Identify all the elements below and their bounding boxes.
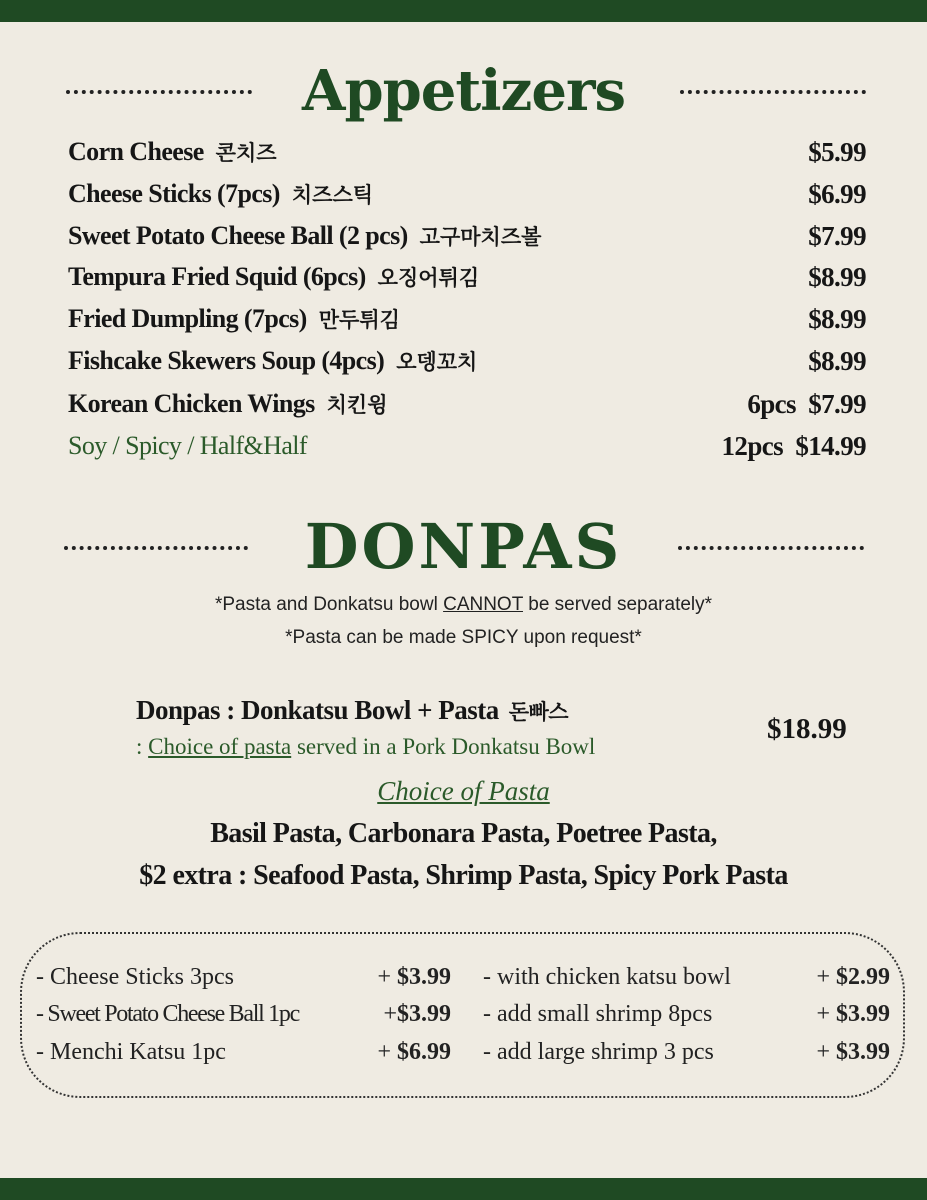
item-korean: 콘치즈	[215, 141, 277, 165]
item-korean: 오뎅꼬치	[396, 350, 478, 374]
item-price: 12pcs $14.99	[721, 430, 866, 461]
addon-item	[483, 997, 890, 1031]
item-price: $7.99	[808, 220, 866, 251]
pasta-extra-options-line: $2 extra : Seafood Pasta, Shrimp Pasta, Spicy Pork Pasta	[139, 860, 788, 891]
item-name: Sweet Potato Cheese Ball (2 pcs)	[68, 221, 408, 250]
donpas-title: DONPAS	[304, 510, 623, 583]
addon-price: $3.99	[397, 1000, 451, 1027]
choice-of-pasta-heading: Choice of Pasta	[377, 776, 550, 806]
menu-item-tempura-fried-squid	[68, 257, 866, 297]
item-price: $6.99	[808, 178, 866, 209]
menu-item-cheese-sticks	[68, 174, 866, 214]
addon-price: $2.99	[836, 963, 890, 990]
note-text: *Pasta and Donkatsu bowl	[214, 594, 444, 615]
item-price: 6pcs $7.99	[747, 388, 866, 419]
note-emphasis: CANNOT	[443, 594, 523, 615]
addon-price: $3.99	[836, 1000, 890, 1027]
item-name: Cheese Sticks (7pcs)	[68, 179, 280, 208]
item-korean: 돈빠스	[508, 700, 569, 724]
addon-label: - add small shrimp 8pcs	[483, 1000, 713, 1027]
item-korean: 오징어튀김	[377, 266, 480, 290]
item-korean: 치킨윙	[326, 393, 388, 417]
addon-price: $6.99	[397, 1038, 451, 1065]
desc-prefix: :	[136, 734, 149, 759]
menu-item-fried-dumpling	[68, 299, 866, 339]
spicy-note: *Pasta can be made SPICY upon request*	[285, 627, 642, 648]
addon-plus: +	[816, 963, 830, 990]
addon-label: - Sweet Potato Cheese Ball 1pc	[36, 1000, 299, 1027]
addon-label: - with chicken katsu bowl	[483, 963, 731, 990]
addon-item	[36, 1035, 451, 1069]
top-border-band	[0, 0, 927, 22]
note-text: be served separately*	[522, 594, 713, 615]
item-name: Tempura Fried Squid (6pcs)	[68, 262, 366, 291]
donpas-item-name	[136, 695, 568, 726]
item-name: Fried Dumpling (7pcs)	[68, 304, 307, 333]
item-price: $8.99	[808, 261, 866, 292]
heading-dots-right	[678, 546, 864, 550]
item-korean: 만두튀김	[318, 308, 400, 332]
item-price: $8.99	[808, 303, 866, 334]
addon-label: - add large shrimp 3 pcs	[483, 1038, 714, 1065]
item-name: Corn Cheese	[68, 137, 204, 166]
item-name: Korean Chicken Wings	[68, 389, 315, 418]
desc-text: served in a Pork Donkatsu Bowl	[291, 734, 596, 759]
addon-plus: +	[383, 1000, 397, 1027]
addon-price: $3.99	[836, 1038, 890, 1065]
addon-price: $3.99	[397, 963, 451, 990]
item-korean: 치즈스틱	[291, 183, 374, 207]
item-name: Soy / Spicy / Half&Half	[68, 431, 307, 460]
item-name: Donpas : Donkatsu Bowl + Pasta	[136, 695, 499, 725]
menu-item-fishcake-skewers-soup	[68, 341, 866, 381]
menu-item-wing-flavors	[68, 426, 866, 466]
item-korean: 고구마치즈볼	[419, 225, 542, 249]
addon-item	[483, 960, 890, 994]
serving-note	[0, 594, 927, 616]
appetizers-title: Appetizers	[302, 58, 625, 124]
addon-label: - Cheese Sticks 3pcs	[36, 963, 234, 990]
addon-plus: +	[377, 1038, 391, 1065]
desc-emphasis: Choice of pasta	[148, 734, 292, 759]
addon-item	[36, 997, 451, 1031]
addon-label: - Menchi Katsu 1pc	[36, 1038, 226, 1065]
menu-item-korean-chicken-wings	[68, 384, 866, 424]
item-price: $5.99	[808, 136, 866, 167]
bottom-border-band	[0, 1178, 927, 1200]
addon-item	[483, 1035, 890, 1069]
item-name: Fishcake Skewers Soup (4pcs)	[68, 346, 385, 375]
heading-dots-right	[680, 90, 866, 94]
pasta-options-line: Basil Pasta, Carbonara Pasta, Poetree Pasta,	[210, 818, 717, 849]
item-price: $8.99	[808, 345, 866, 376]
addon-plus: +	[816, 1000, 830, 1027]
donpas-item-price: $18.99	[767, 713, 847, 745]
menu-item-corn-cheese	[68, 132, 866, 172]
addon-plus: +	[377, 963, 391, 990]
addon-item	[36, 960, 451, 994]
addon-plus: +	[816, 1038, 830, 1065]
menu-item-sweet-potato-cheese-ball	[68, 216, 866, 256]
donpas-item-description	[136, 734, 595, 760]
